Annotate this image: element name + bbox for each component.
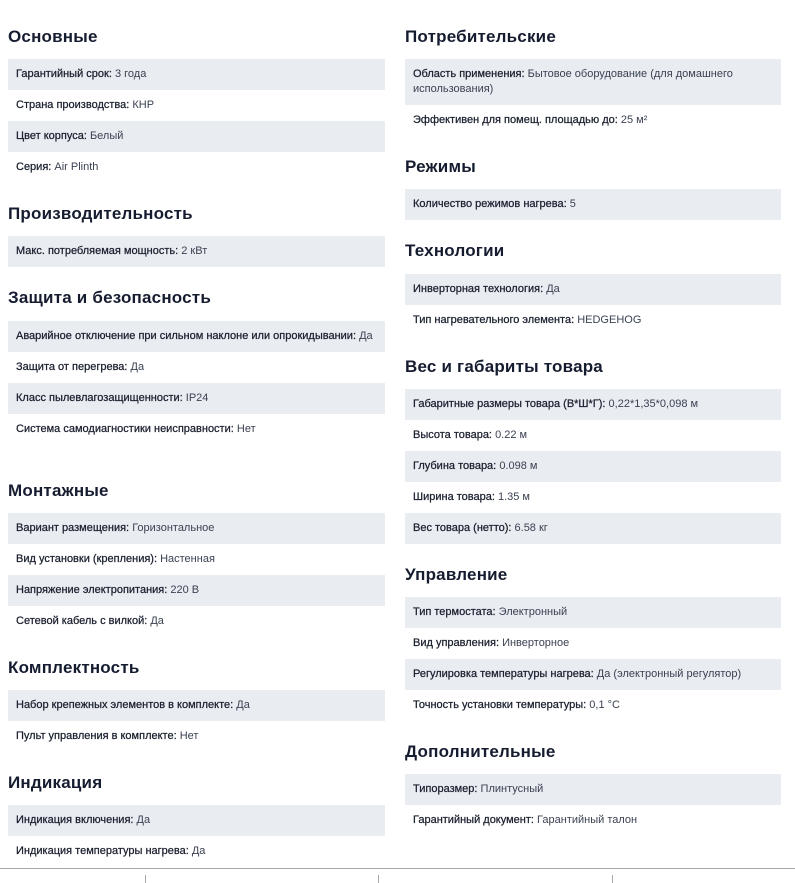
bottom-divider bbox=[0, 868, 795, 869]
section-additional bbox=[405, 742, 781, 836]
spec-row: Точность установки температуры: 0,1 °С bbox=[413, 699, 620, 711]
spec-row: Индикация температуры нагрева: Да bbox=[16, 845, 206, 857]
spec-row: Вариант размещения: Горизонтальное bbox=[8, 513, 385, 544]
spec-row: Ширина товара: 1.35 м bbox=[413, 491, 530, 503]
spec-row: Вид установки (крепления): Настенная bbox=[16, 553, 215, 565]
section-title: Комплектность bbox=[8, 658, 140, 677]
section-title: Индикация bbox=[8, 773, 103, 792]
section-safety bbox=[8, 288, 385, 445]
section-weight-dimensions bbox=[405, 357, 781, 544]
section-control bbox=[405, 565, 781, 721]
spec-row: Напряжение электропитания: 220 В bbox=[8, 575, 385, 606]
section-title: Основные bbox=[8, 27, 98, 46]
spec-row: Набор крепежных элементов в комплекте: Да bbox=[8, 690, 385, 721]
spec-row: Глубина товара: 0.098 м bbox=[405, 451, 781, 482]
divider-tick bbox=[145, 875, 146, 883]
section-performance bbox=[8, 204, 385, 267]
section-title: Дополнительные bbox=[405, 742, 556, 761]
section-consumer bbox=[405, 27, 781, 136]
section-mounting bbox=[8, 481, 385, 637]
spec-row: Вид управления: Инверторное bbox=[413, 637, 570, 649]
spec-row: Регулировка температуры нагрева: Да (электронный регулятор) bbox=[405, 659, 781, 690]
spec-row: Гарантийный срок: 3 года bbox=[8, 59, 385, 90]
spec-row: Тип нагревательного элемента: HEDGEHOG bbox=[413, 314, 642, 326]
section-title: Режимы bbox=[405, 157, 476, 176]
section-title: Производительность bbox=[8, 204, 193, 223]
section-title: Управление bbox=[405, 565, 508, 584]
spec-row: Количество режимов нагрева: 5 bbox=[405, 189, 781, 220]
section-title: Монтажные bbox=[8, 481, 109, 500]
spec-row: Эффективен для помещ. площадью до: 25 м² bbox=[413, 114, 648, 126]
spec-row: Область применения: Бытовое оборудование (для домашнего использования) bbox=[405, 59, 781, 105]
section-title: Потребительские bbox=[405, 27, 556, 46]
spec-row: Серия: Air Plinth bbox=[16, 161, 99, 173]
spec-row: Страна производства: КНР bbox=[16, 99, 155, 111]
section-modes bbox=[405, 157, 781, 220]
spec-row: Пульт управления в комплекте: Нет bbox=[16, 730, 199, 742]
section-title: Вес и габариты товара bbox=[405, 357, 603, 376]
spec-row: Система самодиагностики неисправности: Нет bbox=[16, 423, 256, 435]
spec-row: Вес товара (нетто): 6.58 кг bbox=[405, 513, 781, 544]
section-technologies bbox=[405, 241, 781, 336]
spec-row: Инверторная технология: Да bbox=[405, 274, 781, 305]
spec-row: Макс. потребляемая мощность: 2 кВт bbox=[8, 236, 385, 267]
spec-row: Индикация включения: Да bbox=[8, 805, 385, 836]
section-basic bbox=[8, 27, 385, 183]
section-title: Защита и безопасность bbox=[8, 288, 211, 307]
section-package bbox=[8, 658, 385, 752]
divider-tick bbox=[612, 875, 613, 883]
spec-row: Типоразмер: Плинтусный bbox=[405, 774, 781, 805]
section-title: Технологии bbox=[405, 241, 505, 260]
spec-row: Защита от перегрева: Да bbox=[16, 361, 145, 373]
spec-row: Класс пылевлагозащищенности: IP24 bbox=[8, 383, 385, 414]
spec-row: Тип термостата: Электронный bbox=[405, 597, 781, 628]
spec-row: Гарантийный документ: Гарантийный талон bbox=[413, 814, 638, 826]
spec-row: Сетевой кабель с вилкой: Да bbox=[16, 615, 164, 627]
divider-tick bbox=[378, 875, 379, 883]
spec-row: Габаритные размеры товара (В*Ш*Г): 0,22*1,35*0,098 м bbox=[405, 389, 781, 420]
spec-row: Аварийное отключение при сильном наклоне или опрокидывании: Да bbox=[8, 321, 385, 352]
spec-row: Высота товара: 0.22 м bbox=[413, 429, 528, 441]
spec-row: Цвет корпуса: Белый bbox=[8, 121, 385, 152]
section-indication bbox=[8, 773, 385, 867]
